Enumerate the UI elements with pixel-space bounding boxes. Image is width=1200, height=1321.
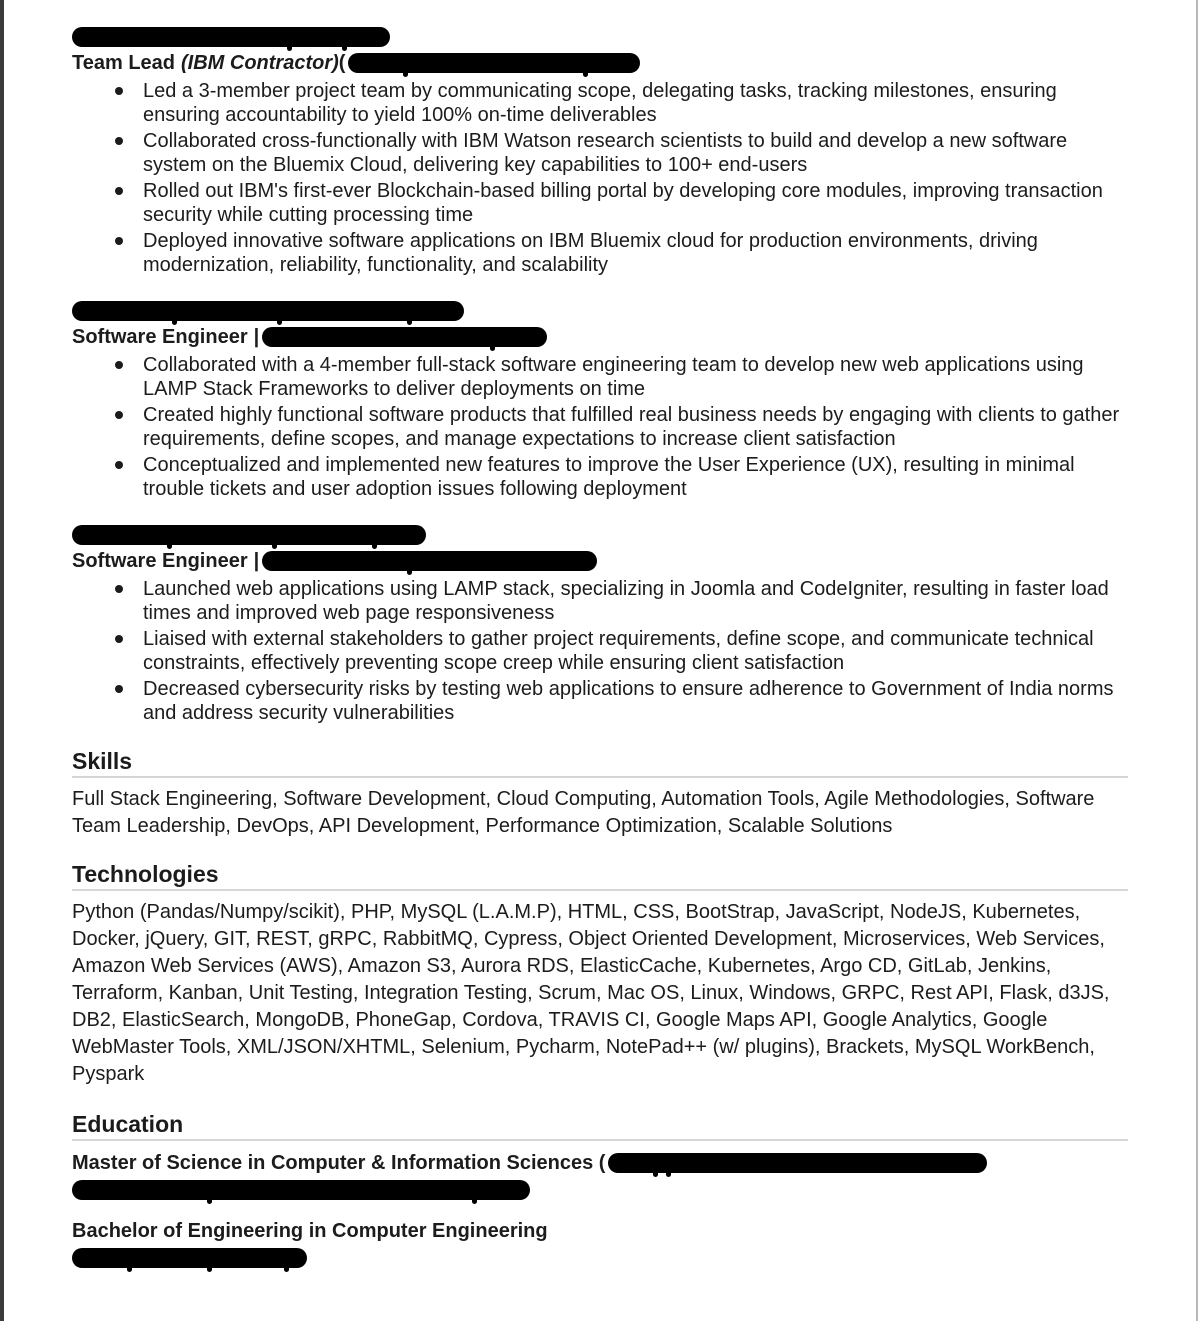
bullet-item	[72, 453, 1128, 501]
job-title-tail: (	[338, 52, 346, 74]
bullet-text: Collaborated with a 4-member full-stack software engineering team to develop new web applications using LAMP Stack Frameworks to deliver deployments on time	[143, 354, 1084, 400]
job-title-tail: |	[253, 326, 260, 348]
job-title-line	[72, 50, 1128, 76]
redacted-descender	[277, 317, 282, 325]
section-divider	[72, 776, 1128, 778]
bullet-dot	[115, 635, 123, 643]
bullet-text: Rolled out IBM's first-ever Blockchain-based billing portal by developing core modules, improving transaction security while cutting processing time	[143, 180, 1103, 226]
bullet-text: Deployed innovative software applications on IBM Bluemix cloud for production environments, driving modernization, reliability, functionality, and scalability	[143, 230, 1038, 276]
bullet-dot	[115, 685, 123, 693]
bullet-item	[72, 403, 1128, 451]
redacted-descender	[272, 541, 277, 549]
job-title: Team Lead	[72, 52, 175, 74]
bullet-dot	[115, 237, 123, 245]
redaction-bar	[72, 27, 390, 47]
bullet-dot	[115, 137, 123, 145]
redacted-descender	[407, 317, 412, 325]
redacted-descender	[403, 69, 408, 77]
bullet-text: Launched web applications using LAMP stack, specializing in Joomla and CodeIgniter, resulting in faster load times and improved web page responsiveness	[143, 578, 1109, 624]
bullet-item	[72, 129, 1128, 177]
education-section	[72, 1112, 1128, 1268]
bullet-text: Led a 3-member project team by communicating scope, delegating tasks, tracking milestones, ensuring ensuring accountability to yield 100% on-time deliverables	[143, 80, 1057, 126]
degree-line-bachelors	[72, 1218, 1128, 1244]
redaction-bar	[72, 1248, 307, 1268]
redacted-descender	[207, 1264, 212, 1272]
job-title: Software Engineer	[72, 326, 248, 348]
redacted-descender	[666, 1169, 671, 1177]
bullet-text: Conceptualized and implemented new features to improve the User Experience (UX), resulting in minimal trouble tickets and user adoption issues following deployment	[143, 454, 1075, 500]
redacted-descender	[127, 1264, 132, 1272]
bullet-list	[72, 79, 1128, 277]
redaction-bar	[262, 327, 547, 347]
bullet-item	[72, 577, 1128, 625]
bullet-dot	[115, 87, 123, 95]
bullet-text: Collaborated cross-functionally with IBM Watson research scientists to build and develop a new software system on the Bluemix Cloud, delivering key capabilities to 100+ end-users	[143, 130, 1068, 176]
education-heading: Education	[72, 1111, 184, 1137]
redacted-descender	[583, 69, 588, 77]
redacted-descender	[372, 541, 377, 549]
section-divider	[72, 889, 1128, 891]
bullet-item	[72, 179, 1128, 227]
redacted-descender	[490, 343, 495, 351]
redacted-descender	[407, 567, 412, 575]
degree-name: Master of Science in Computer & Information Sciences	[72, 1152, 594, 1174]
redaction-bar	[72, 301, 464, 321]
redaction-bar	[72, 1180, 530, 1200]
redaction-bar	[72, 525, 426, 545]
technologies-text: Python (Pandas/Numpy/scikit), PHP, MySQL (L.A.M.P), HTML, CSS, BootStrap, JavaScript, NodeJS, Kubernetes, Docker, jQuery, GIT, REST, gRPC, RabbitMQ, Cypress, Object Oriented Development, Microservices, Web Services, Amazon Web Services (AWS), Amazon S3, Aurora RDS, ElasticCache, Kubernetes, Argo CD, GitLab, Jenkins, Terraform, Kanban, Unit Testing, Integration Testing, Scrum, Mac OS, Linux, Windows, GRPC, Rest API, Flask, d3JS, DB2, ElasticSearch, MongoDB, PhoneGap, Cordova, TRAVIS CI, Google Maps API, Google Analytics, Google WebMaster Tools, XML/JSON/XHTML, Selenium, Pycharm, NotePad++ (w/ plugins), Brackets, MySQL WorkBench, Pyspark	[72, 901, 1110, 1085]
degree-tail: (	[598, 1152, 606, 1174]
job-title-tail: |	[253, 550, 260, 572]
degree-name: Bachelor of Engineering in Computer Engineering	[72, 1220, 548, 1242]
redacted-descender	[207, 1196, 212, 1204]
bullet-item	[72, 79, 1128, 127]
technologies-section	[72, 862, 1128, 1088]
redaction-bar	[608, 1153, 987, 1173]
bullet-dot	[115, 187, 123, 195]
bullet-list	[72, 577, 1128, 725]
redaction-bar	[348, 53, 640, 73]
bullet-dot	[115, 361, 123, 369]
experience-entry-software-engineer-1	[72, 301, 1128, 501]
job-title: Software Engineer	[72, 550, 248, 572]
bullet-item	[72, 627, 1128, 675]
redacted-descender	[287, 43, 292, 51]
experience-entry-team-lead	[72, 27, 1128, 277]
redacted-descender	[342, 43, 347, 51]
bullet-dot	[115, 461, 123, 469]
job-title-note: (IBM Contractor)	[181, 52, 339, 74]
skills-text: Full Stack Engineering, Software Development, Cloud Computing, Automation Tools, Agile Methodologies, Software Team Leadership, DevOps, API Development, Performance Optimization, Scalable Solutions	[72, 788, 1095, 837]
bullet-list	[72, 353, 1128, 501]
redacted-descender	[472, 1196, 477, 1204]
redacted-descender	[653, 1169, 658, 1177]
bullet-dot	[115, 411, 123, 419]
experience-entry-software-engineer-2	[72, 525, 1128, 725]
bullet-text: Created highly functional software products that fulfilled real business needs by engaging with clients to gather requirements, define scopes, and manage expectations to increase client satisfaction	[143, 404, 1120, 450]
redacted-descender	[172, 317, 177, 325]
section-divider	[72, 1139, 1128, 1141]
redacted-descender	[167, 541, 172, 549]
bullet-dot	[115, 585, 123, 593]
job-title-line	[72, 324, 1128, 350]
skills-heading: Skills	[72, 748, 133, 774]
job-title-line	[72, 548, 1128, 574]
bullet-text: Decreased cybersecurity risks by testing web applications to ensure adherence to Government of India norms and address security vulnerabilities	[143, 678, 1114, 724]
bullet-text: Liaised with external stakeholders to gather project requirements, define scope, and communicate technical constraints, effectively preventing scope creep while ensuring client satisfaction	[143, 628, 1094, 674]
bullet-item	[72, 353, 1128, 401]
degree-line-masters	[72, 1150, 1128, 1176]
skills-section	[72, 749, 1128, 840]
redaction-bar	[262, 551, 597, 571]
redacted-descender	[284, 1264, 289, 1272]
technologies-heading: Technologies	[72, 861, 219, 887]
bullet-item	[72, 677, 1128, 725]
bullet-item	[72, 229, 1128, 277]
